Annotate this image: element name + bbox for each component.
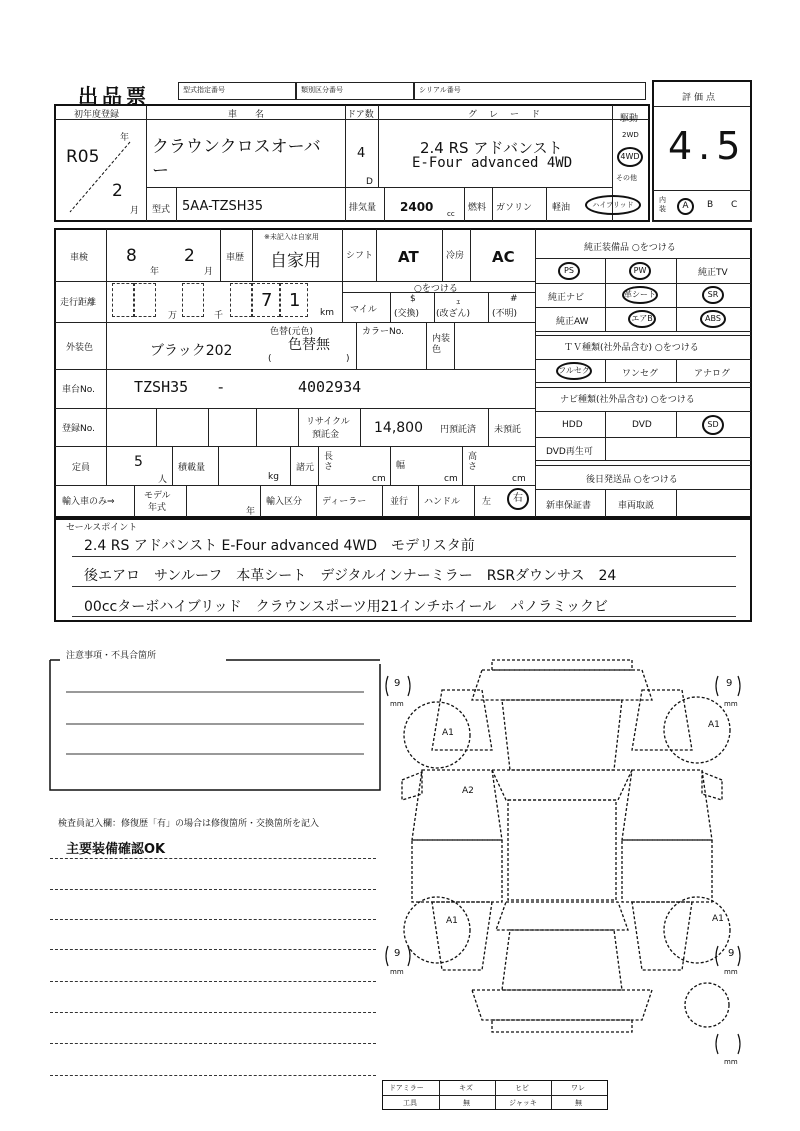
tire-rr-depth: 9 bbox=[728, 948, 735, 959]
paren-close: ) bbox=[346, 354, 350, 364]
tire-fr-depth: 9 bbox=[726, 678, 733, 689]
chassis-label: 車台No. bbox=[62, 385, 95, 395]
recycle-status: 円預託済 bbox=[440, 425, 477, 435]
legend-jack-value: 無 bbox=[575, 1099, 582, 1107]
later-title: 後日発送品 ○をつける bbox=[586, 475, 678, 485]
equip-tv: 純正TV bbox=[698, 268, 728, 278]
tv-analog: アナログ bbox=[694, 369, 731, 379]
capacity-unit: 人 bbox=[158, 475, 168, 485]
vehicle-name-cont: ー bbox=[152, 161, 169, 181]
registration-label: 登録No. bbox=[62, 424, 95, 434]
length-cm: cm bbox=[372, 474, 386, 484]
later-manual: 車両取説 bbox=[618, 501, 655, 511]
cc-unit: cc bbox=[447, 210, 455, 218]
mile-note: ○をつける bbox=[414, 284, 458, 294]
mile-opt-unknown-mark: # bbox=[510, 294, 518, 304]
legend-header-break: ワレ bbox=[571, 1084, 585, 1092]
grade-label: グレード bbox=[468, 110, 553, 120]
first-reg-month-unit: 月 bbox=[130, 206, 140, 216]
form-title: 出品票 bbox=[78, 84, 150, 108]
equip-abs-circled: ABS bbox=[700, 310, 726, 328]
notes-frame bbox=[46, 656, 382, 796]
tire-fl-mm: mm bbox=[390, 700, 404, 708]
handle-left: 左 bbox=[482, 497, 492, 507]
later-warranty: 新車保証書 bbox=[546, 501, 592, 511]
drive-4wd-circled: 4WD bbox=[617, 147, 643, 167]
mile-opt-unknown: (不明) bbox=[492, 309, 518, 319]
navi-dvd: DVD bbox=[632, 420, 652, 430]
drive-label: 駆動 bbox=[620, 114, 639, 124]
first-reg-era: R05 bbox=[66, 147, 100, 167]
mileage-digit-2 bbox=[134, 283, 156, 317]
shift-label: シフト bbox=[346, 251, 374, 261]
equip-pw-circled: PW bbox=[629, 262, 651, 280]
history-label: 車歴 bbox=[226, 253, 245, 263]
score-label: 評価点 bbox=[682, 93, 719, 103]
tire-fr-mm: mm bbox=[724, 700, 738, 708]
equip-sr-circled: SR bbox=[702, 286, 724, 304]
mileage-km-unit: km bbox=[320, 308, 334, 318]
spare-tire-mm: mm bbox=[724, 1058, 738, 1066]
chassis-dash: - bbox=[218, 378, 224, 396]
tire-rl-mm: mm bbox=[390, 968, 404, 976]
mileage-digit-6: 1 bbox=[280, 283, 308, 317]
import-dealer: ディーラー bbox=[322, 497, 367, 507]
navi-hdd: HDD bbox=[562, 420, 583, 430]
handle-right-circled: 右 bbox=[507, 488, 529, 510]
mile-opt-exchange-mark: $ bbox=[410, 294, 416, 304]
sales-line-3: 00ccターボハイブリッド クラウンスポーツ用21インチホイール パノラミックビ bbox=[84, 599, 608, 615]
interior-a-circled: A bbox=[677, 198, 694, 215]
tv-fullseg-circled: フルセグ bbox=[556, 362, 592, 380]
ac-label: 冷房 bbox=[446, 251, 465, 261]
navi-title: ナビ種類(社外品含む) ○をつける bbox=[560, 395, 695, 405]
damage-mark-rr-tire: A1 bbox=[712, 914, 724, 924]
interior-color-label: 内装色 bbox=[432, 334, 451, 355]
mileage-digit-5: 7 bbox=[252, 283, 280, 317]
grade-line2: E-Four advanced 4WD bbox=[412, 155, 573, 171]
mileage-digit-1 bbox=[112, 283, 134, 317]
type-designation-field: 型式指定番号 bbox=[178, 82, 296, 100]
import-label: 輸入車のみ⇒ bbox=[62, 497, 115, 507]
height-label: 高さ bbox=[468, 452, 478, 472]
recycle-unpaid: 未預託 bbox=[494, 425, 522, 435]
tv-title: ＴＶ種類(社外品含む) ○をつける bbox=[564, 343, 699, 353]
mileage-digit-3 bbox=[182, 283, 204, 317]
mileage-digit-4 bbox=[230, 283, 252, 317]
inspector-text: 主要装備確認OK bbox=[66, 842, 166, 857]
handle-label: ハンドル bbox=[424, 497, 461, 507]
fuel-gasoline: ガソリン bbox=[496, 203, 533, 213]
grade-line1: 2.4 RS アドバンスト bbox=[420, 139, 563, 157]
legend-table bbox=[382, 1080, 608, 1110]
serial-number-field: シリアル番号 bbox=[414, 82, 646, 100]
paren-open: ( bbox=[268, 354, 272, 364]
notes-label: 注意事項・不具合箇所 bbox=[66, 651, 157, 661]
inspector-label: 検査員記入欄：修復歴「有」の場合は修復箇所・交換箇所を記入 bbox=[58, 819, 320, 829]
color-change-value: 色替無 bbox=[288, 337, 330, 353]
mileage-man-unit: 万 bbox=[168, 311, 178, 321]
capacity-label: 定員 bbox=[72, 463, 91, 473]
navi-sd-circled: SD bbox=[702, 415, 724, 435]
fuel-label: 燃料 bbox=[468, 203, 487, 213]
first-reg-month: 2 bbox=[112, 181, 123, 201]
equip-airbag-circled: エアB bbox=[628, 310, 656, 328]
equip-navi: 純正ナビ bbox=[548, 293, 585, 303]
chassis-number: 4002934 bbox=[298, 378, 362, 396]
damage-mark-fl-tire: A1 bbox=[442, 728, 454, 738]
width-cm: cm bbox=[444, 474, 458, 484]
displacement-value: 2400 bbox=[400, 200, 434, 214]
history-value: 自家用 bbox=[270, 251, 321, 271]
equip-aw: 純正AW bbox=[556, 317, 589, 327]
ac-value: AC bbox=[492, 248, 515, 266]
color-change-label: 色替(元色) bbox=[270, 327, 314, 337]
category-number-field: 類別区分番号 bbox=[296, 82, 414, 100]
mile-opt-tamper: (改ざん) bbox=[436, 309, 471, 319]
name-label: 車名 bbox=[228, 110, 283, 120]
tv-oneseg: ワンセグ bbox=[622, 369, 659, 379]
inspection-year: 8 bbox=[126, 246, 137, 266]
damage-mark-rl-tire: A1 bbox=[446, 916, 458, 926]
length-label: 長さ bbox=[324, 452, 334, 472]
equip-leather-circled: 革シート bbox=[622, 286, 658, 304]
first-reg-label: 初年度登録 bbox=[74, 110, 120, 120]
import-type-label: 輸入区分 bbox=[266, 497, 303, 507]
damage-mark-hood: A2 bbox=[462, 786, 474, 796]
legend-header-scratch: キズ bbox=[459, 1084, 473, 1092]
color-label: 外装色 bbox=[66, 343, 94, 353]
model-value: 5AA-TZSH35 bbox=[182, 199, 264, 214]
recycle-label-2: 預託金 bbox=[312, 430, 340, 440]
interior-grade: 内装 A B C bbox=[652, 190, 752, 222]
legend-header-mirror: ドアミラー bbox=[389, 1084, 424, 1092]
dims-label: 諸元 bbox=[296, 463, 315, 473]
car-damage-diagram bbox=[382, 640, 762, 1080]
equipment-title: 純正装備品 ○をつける bbox=[584, 243, 676, 253]
chassis-prefix: TZSH35 bbox=[134, 378, 189, 396]
mile-opt-exchange: (交換) bbox=[394, 309, 420, 319]
width-label: 幅 bbox=[396, 461, 406, 471]
tire-rr-mm: mm bbox=[724, 968, 738, 976]
mileage-label: 走行距離 bbox=[60, 298, 97, 308]
height-cm: cm bbox=[512, 474, 526, 484]
color-no-label: カラーNo. bbox=[362, 327, 404, 337]
legend-jack: ジャッキ bbox=[509, 1099, 537, 1107]
inspection-month: 2 bbox=[184, 246, 195, 266]
model-year-unit: 年 bbox=[246, 507, 256, 517]
legend-header-crack: ヒビ bbox=[515, 1084, 529, 1092]
equip-ps-circled: PS bbox=[558, 262, 580, 280]
slash-divider bbox=[66, 138, 134, 216]
model-year-label-2: 年式 bbox=[148, 503, 167, 513]
inspection-month-unit: 月 bbox=[204, 267, 214, 277]
drive-other: その他 bbox=[616, 174, 637, 182]
vehicle-name: クラウンクロスオーバ bbox=[152, 137, 321, 157]
score-value: 4.5 bbox=[668, 124, 747, 168]
inspection-year-unit: 年 bbox=[150, 267, 160, 277]
recycle-amount: 14,800 bbox=[374, 420, 423, 436]
mile-label: マイル bbox=[350, 305, 377, 315]
load-label: 積載量 bbox=[178, 463, 206, 473]
legend-tools-value: 無 bbox=[463, 1099, 470, 1107]
drive-2wd: 2WD bbox=[622, 131, 639, 139]
shift-value: AT bbox=[398, 248, 419, 266]
capacity-value: 5 bbox=[134, 454, 143, 470]
mile-opt-tamper-mark: ｪ bbox=[456, 297, 461, 307]
tire-fl-depth: 9 bbox=[394, 678, 401, 689]
sales-line-2: 後エアロ サンルーフ 本革シート デジタルインナーミラー RSRダウンサス 24 bbox=[84, 568, 617, 584]
kg-unit: kg bbox=[268, 472, 279, 482]
mileage-sen-unit: 千 bbox=[214, 311, 224, 321]
doors-value: 4 bbox=[357, 146, 366, 161]
import-parallel: 並行 bbox=[390, 497, 409, 507]
displacement-label: 排気量 bbox=[349, 203, 377, 213]
sales-label: セールスポイント bbox=[66, 523, 138, 533]
history-note: ※未記入は自家用 bbox=[264, 233, 319, 241]
dvd-playable: DVD再生可 bbox=[546, 447, 593, 457]
model-label: 型式 bbox=[152, 205, 171, 215]
fuel-hybrid-circled: ハイブリッド bbox=[585, 195, 641, 215]
inspection-label: 車検 bbox=[70, 253, 89, 263]
legend-tools: 工具 bbox=[403, 1099, 417, 1107]
fuel-light-oil: 軽油 bbox=[552, 203, 571, 213]
tire-rl-depth: 9 bbox=[394, 948, 401, 959]
recycle-label-1: リサイクル bbox=[306, 417, 350, 427]
doors-label: ドア数 bbox=[347, 110, 374, 120]
sales-line-1: 2.4 RS アドバンスト E-Four advanced 4WD モデリスタ前 bbox=[84, 538, 475, 554]
model-year-label-1: モデル bbox=[144, 491, 171, 501]
damage-mark-fr-tire: A1 bbox=[708, 720, 720, 730]
color-value: ブラック202 bbox=[150, 343, 233, 359]
first-reg-year-unit: 年 bbox=[120, 133, 130, 143]
doors-suffix: D bbox=[366, 177, 373, 187]
